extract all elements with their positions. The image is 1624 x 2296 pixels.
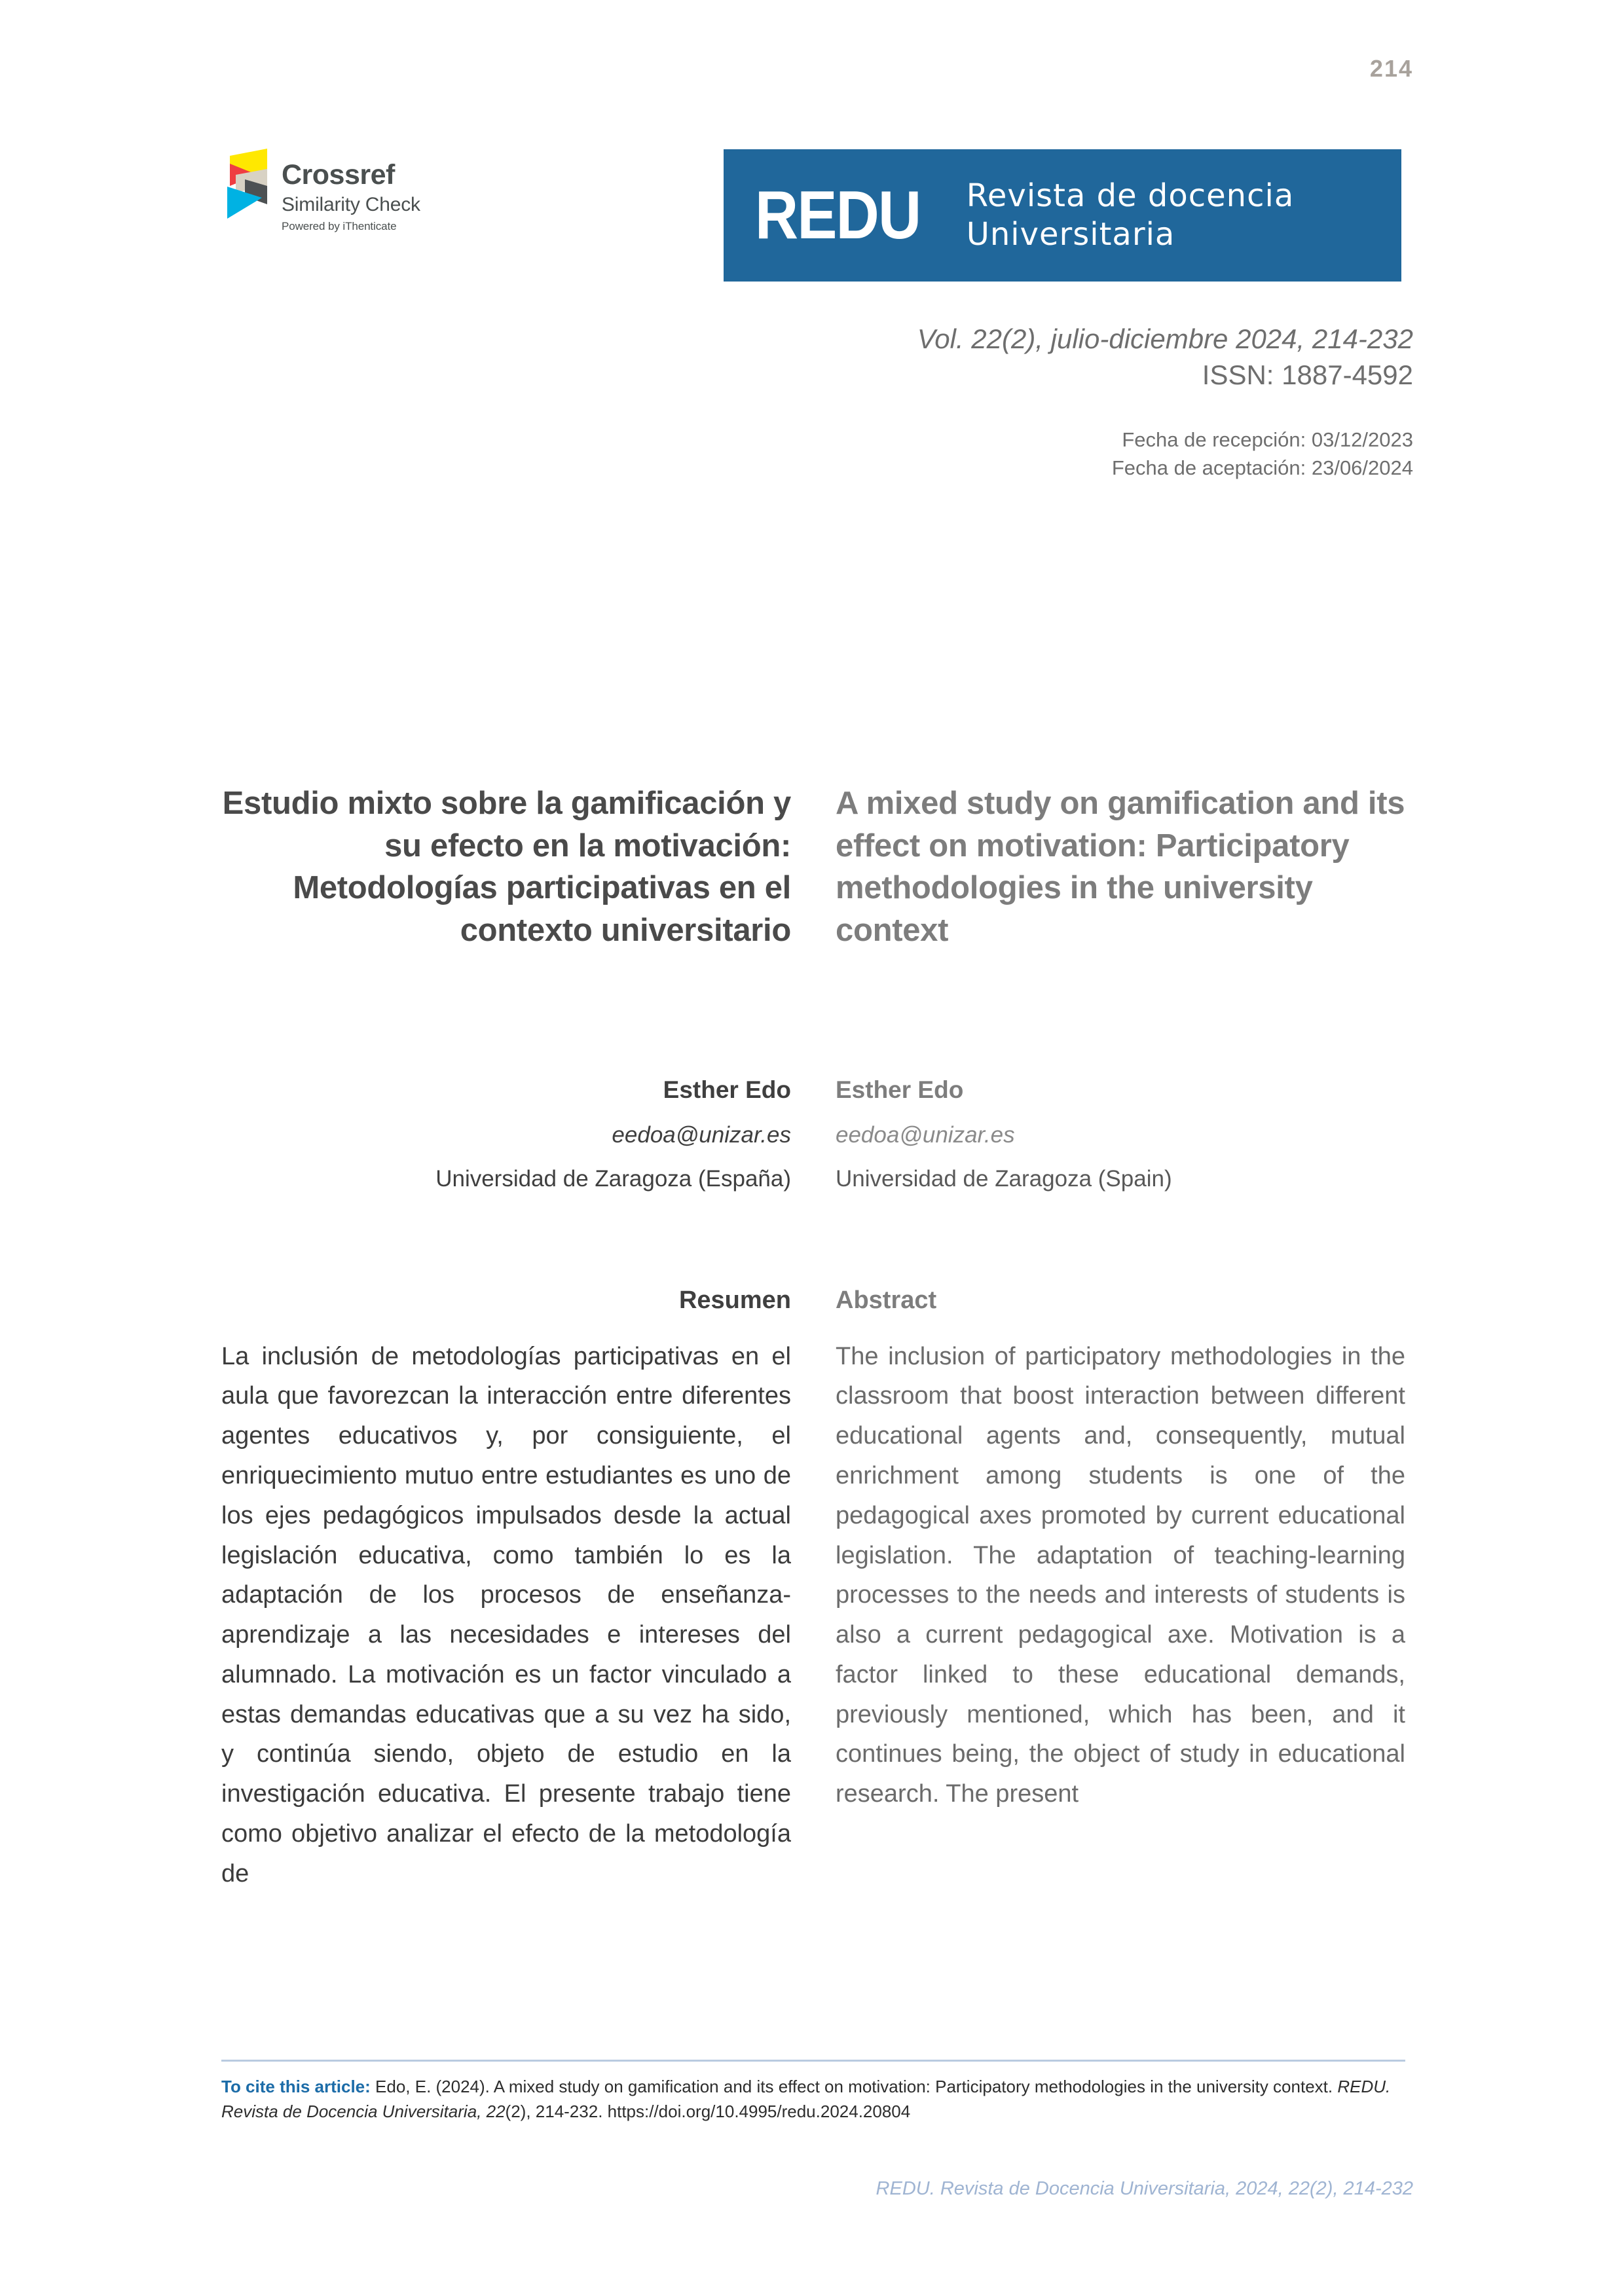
journal-wordmark: REDU — [755, 177, 921, 253]
english-column — [836, 782, 1405, 1894]
author-email-spanish[interactable]: eedoa@unizar.es — [612, 1121, 791, 1148]
author-affiliation-spanish: Universidad de Zaragoza (España) — [435, 1165, 791, 1192]
page-title-english: A mixed study on gamification and its effect on motivation: Participatory methodologies in the university context — [836, 786, 1405, 949]
page-footer-journal-line: REDU. Revista de Docencia Universitaria, 2024, 22(2), 214-232 — [876, 2178, 1413, 2199]
author-email-english[interactable]: eedoa@unizar.es — [836, 1121, 1015, 1148]
author-block-english — [836, 1074, 1405, 1194]
received-date: Fecha de recepción: 03/12/2023 — [1122, 428, 1413, 451]
journal-tagline-line-2: Universitaria — [966, 216, 1175, 253]
citation-text-after-journal[interactable]: (2), 214-232. https://doi.org/10.4995/redu.2024.20804 — [505, 2102, 911, 2122]
accepted-date: Fecha de aceptación: 23/06/2024 — [1111, 456, 1413, 479]
journal-banner — [724, 149, 1401, 282]
crossref-wordmark: Crossref — [282, 159, 395, 191]
author-name-spanish: Esther Edo — [663, 1076, 791, 1103]
abstract-heading-spanish: Resumen — [678, 1286, 791, 1315]
publication-metadata — [917, 321, 1413, 482]
journal-tagline — [967, 177, 1295, 253]
volume-issue-line: Vol. 22(2), julio-diciembre 2024, 214-232 — [917, 323, 1413, 354]
author-block-spanish — [221, 1074, 791, 1194]
crossref-similarity-check-label: Similarity Check — [282, 194, 420, 215]
citation-block — [221, 2074, 1408, 2124]
crossref-mark-icon — [221, 145, 272, 221]
page-title-spanish: Estudio mixto sobre la gamificación y su efecto en la motivación: Metodologías participativas en el contexto universitario — [222, 786, 791, 949]
journal-tagline-line-1: Revista de docencia — [966, 177, 1295, 215]
issn-line: ISSN: 1887-4592 — [1202, 359, 1413, 391]
abstract-body-english: The inclusion of participatory methodologies in the classroom that boost interaction between different educational agents and, consequently, mutual enrichment among students is one of the pedagogical axes promoted by current educational legislation. The adaptation of teaching-learning processes to the needs and interests of students is also a current pedagogical axe. Motivation is a factor linked to these educational demands, previously mentioned, which has been, and it continues being, the object of study in educational research. The present — [836, 1342, 1405, 1808]
spanish-column — [221, 782, 791, 1894]
citation-text-before-journal: Edo, E. (2024). A mixed study on gamification and its effect on motivation: Participatory methodologies in the university context. — [370, 2077, 1338, 2096]
citation-journal-name: REDU. Revista de Docencia Universitaria, 22 — [221, 2077, 1391, 2122]
author-name-english: Esther Edo — [836, 1076, 964, 1103]
abstract-body-spanish: La inclusión de metodologías participativas en el aula que favorezcan la interacción entre diferentes agentes educativos y, por consiguiente, el enriquecimiento mutuo entre estudiantes es uno de los ejes pedagógicos impulsados desde la actual legislación educativa, como también lo es la adaptación de los procesos de enseñanza-aprendizaje a las necesidades e intereses del alumnado. La motivación es un factor vinculado a estas demandas educativas que a su vez ha sido, y continúa siendo, objeto de estudio en la investigación educativa. El presente trabajo tiene como objetivo analizar el efecto de la metodología de — [221, 1342, 791, 1887]
citation-divider — [221, 2060, 1405, 2062]
crossref-powered-by-label: Powered by iThenticate — [282, 220, 397, 232]
submission-dates — [917, 426, 1413, 483]
citation-lead-label: To cite this article: — [221, 2077, 371, 2096]
author-affiliation-english: Universidad de Zaragoza (Spain) — [836, 1165, 1172, 1192]
abstract-heading-english: Abstract — [836, 1286, 937, 1315]
bilingual-article-head — [221, 782, 1405, 1894]
crossref-logo — [221, 145, 437, 233]
page-number: 214 — [1369, 55, 1413, 82]
